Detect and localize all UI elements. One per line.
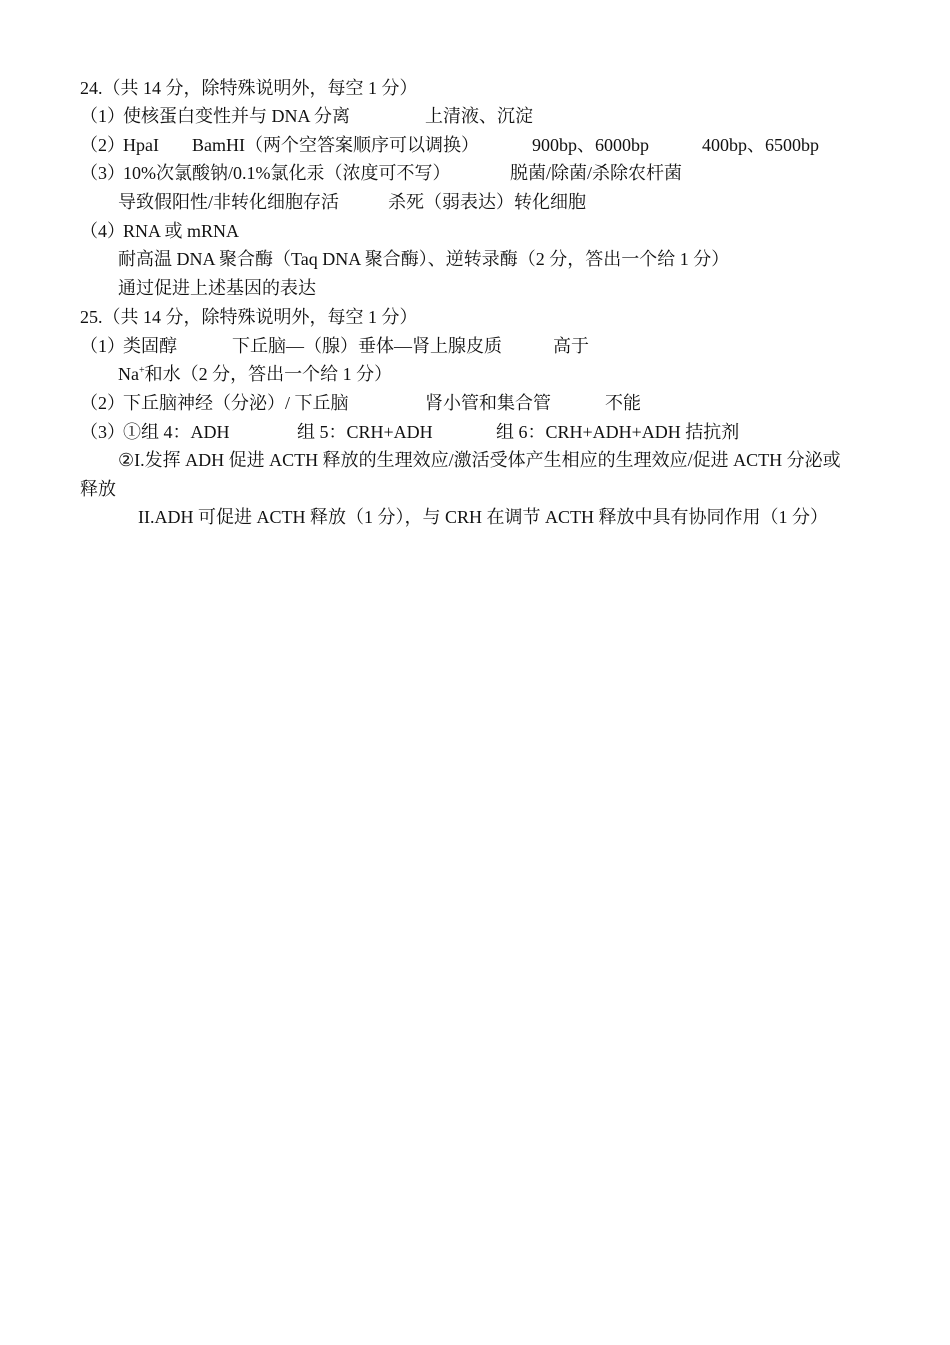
q24-part4-answer3: 通过促进上述基因的表达: [118, 278, 316, 298]
q25-part1-answer4-sup: +: [139, 365, 145, 376]
q24-header: [80, 77, 418, 99]
q25-part2-answer3: 不能: [605, 393, 641, 413]
q25-part3-answer5: II.ADH 可促进 ACTH 释放（1 分），与 CRH 在调节 ACTH 释放中具有协同作用（1 分）: [138, 507, 828, 527]
q24-part1: [80, 105, 125, 127]
q24-part3-answer3: 导致假阳性/非转化细胞存活: [118, 192, 339, 212]
q25-part2-answer2: 肾小管和集合管: [425, 393, 551, 413]
q24-part1-answer1: 使核蛋白变性并与 DNA 分离: [123, 106, 351, 126]
q24-part3-label: （3）: [80, 163, 125, 183]
q25-part3-answer4-line1: ②I.发挥 ADH 促进 ACTH 释放的生理效应/激活受体产生相应的生理效应/促进 ACTH 分泌或: [118, 450, 841, 470]
q24-part4-answer1: RNA 或 mRNA: [123, 221, 240, 241]
q24-header-text: 24.（共 14 分，除特殊说明外，每空 1 分）: [80, 78, 418, 98]
q25-part1-answer4: [118, 363, 392, 385]
q25-part3-answer4-line2: 释放: [80, 479, 116, 499]
q24-part2-answer3: 900bp、6000bp: [532, 135, 649, 155]
q25-part1-answer2: 下丘脑—（腺）垂体—肾上腺皮质: [232, 336, 502, 356]
q24-part1-answer2: 上清液、沉淀: [425, 106, 533, 126]
q24-part2-label: （2）: [80, 135, 125, 155]
q24-part2-answer1: HpaI: [123, 135, 159, 155]
q25-header: 25.（共 14 分，除特殊说明外，每空 1 分）: [80, 307, 418, 327]
q25-part2-answer1: 下丘脑神经（分泌）/ 下丘脑: [123, 393, 349, 413]
q24-part3-answer4: 杀死（弱表达）转化细胞: [388, 192, 586, 212]
q24-part4-label: （4）: [80, 221, 125, 241]
q25-part1-answer4-rest: 和水（2 分，答出一个给 1 分）: [144, 364, 393, 384]
q24-part4-answer2: 耐高温 DNA 聚合酶（Taq DNA 聚合酶）、逆转录酶（2 分，答出一个给 1 分）: [118, 249, 730, 269]
q24-part2-answer4: 400bp、6500bp: [702, 135, 819, 155]
q24-part2-answer2: BamHI（两个空答案顺序可以调换）: [192, 135, 479, 155]
q24-part3-answer2: 脱菌/除菌/杀除农杆菌: [510, 163, 683, 183]
q25-part1-answer3: 高于: [553, 336, 589, 356]
q25-part3-answer3: 组 6：CRH+ADH+ADH 拮抗剂: [496, 422, 740, 442]
q24-part3-answer1: 10%次氯酸钠/0.1%氯化汞（浓度可不写）: [123, 163, 451, 183]
q25-part2-label: （2）: [80, 393, 125, 413]
q25-part1-answer1: 类固醇: [123, 336, 177, 356]
q25-part1-answer4-base: Na: [118, 364, 139, 384]
q25-part3-answer2: 组 5：CRH+ADH: [297, 422, 433, 442]
q25-part3-answer1: ①组 4：ADH: [123, 422, 230, 442]
q24-part1-label: （1）: [80, 106, 125, 126]
q25-part1-label: （1）: [80, 336, 125, 356]
q25-part3-label: （3）: [80, 422, 125, 442]
